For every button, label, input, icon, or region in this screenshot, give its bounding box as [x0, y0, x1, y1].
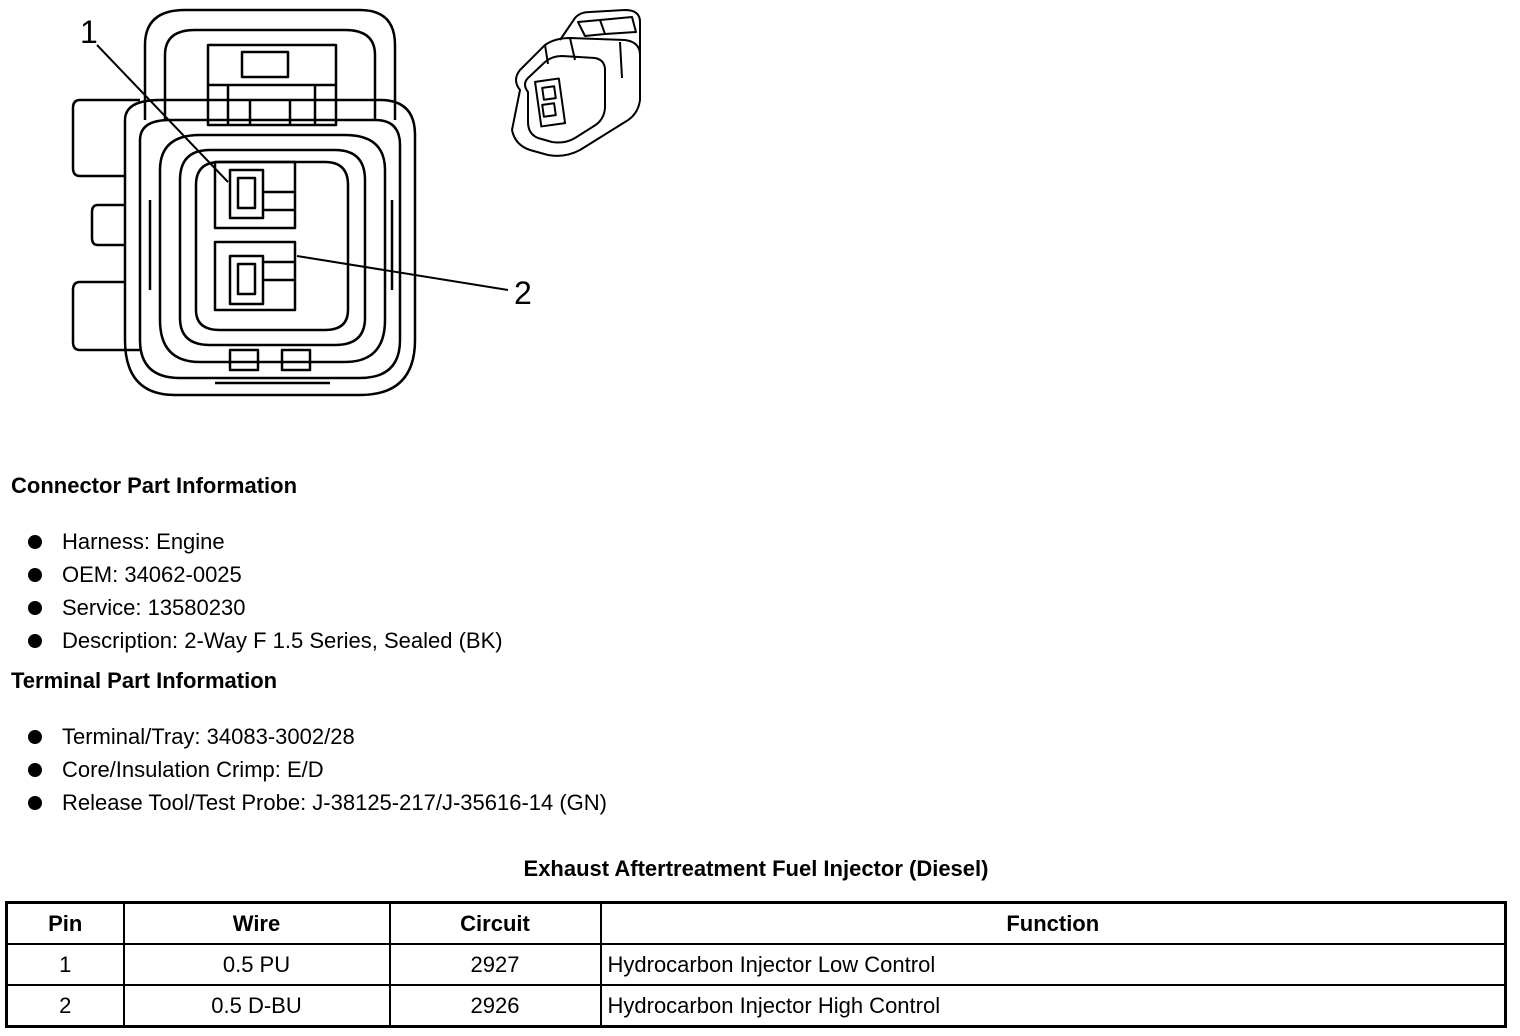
list-item: Service: 13580230 — [28, 594, 503, 627]
function-cell: Hydrocarbon Injector High Control — [601, 985, 1506, 1027]
table-header-row — [7, 903, 1506, 945]
terminal-info-list — [28, 723, 607, 822]
column-header-circuit: Circuit — [390, 903, 601, 945]
connector-info-list — [28, 528, 503, 660]
column-header-function: Function — [601, 903, 1506, 945]
list-item: Harness: Engine — [28, 528, 503, 561]
table-row — [7, 985, 1506, 1027]
terminal-cavity-1 — [215, 162, 295, 228]
connector-diagram — [0, 0, 700, 420]
list-item: Release Tool/Test Probe: J-38125-217/J-35616-14 (GN) — [28, 789, 607, 822]
bullet-icon — [28, 535, 42, 549]
circuit-cell: 2927 — [390, 944, 601, 985]
table-row — [7, 944, 1506, 985]
pinout-table — [5, 901, 1507, 1028]
list-item: OEM: 34062-0025 — [28, 561, 503, 594]
connector-housing-outline — [145, 10, 395, 120]
housing-tab — [73, 282, 140, 350]
callout-label-1: 1 — [80, 14, 98, 50]
wire-cell: 0.5 D-BU — [124, 985, 390, 1027]
connector-3d-view — [512, 10, 640, 156]
bullet-icon — [28, 730, 42, 744]
column-header-wire: Wire — [124, 903, 390, 945]
callout-label-2: 2 — [514, 275, 532, 311]
connector-info-heading: Connector Part Information — [11, 473, 298, 498]
list-item: Description: 2-Way F 1.5 Series, Sealed (BK) — [28, 627, 503, 660]
list-item: Core/Insulation Crimp: E/D — [28, 756, 607, 789]
pin-cell: 2 — [7, 985, 124, 1027]
circuit-cell: 2926 — [390, 985, 601, 1027]
bullet-icon — [28, 601, 42, 615]
housing-tab — [92, 205, 125, 245]
bullet-icon — [28, 796, 42, 810]
callout-leader-2 — [297, 256, 508, 290]
column-header-pin: Pin — [7, 903, 124, 945]
terminal-cavity-2 — [215, 242, 295, 310]
list-item: Terminal/Tray: 34083-3002/28 — [28, 723, 607, 756]
bullet-icon — [28, 634, 42, 648]
bullet-icon — [28, 763, 42, 777]
function-cell: Hydrocarbon Injector Low Control — [601, 944, 1506, 985]
terminal-info-heading: Terminal Part Information — [11, 668, 278, 693]
pin-cell: 1 — [7, 944, 124, 985]
wire-cell: 0.5 PU — [124, 944, 390, 985]
table-title: Exhaust Aftertreatment Fuel Injector (Diesel) — [523, 856, 989, 881]
bullet-icon — [28, 568, 42, 582]
housing-tab — [73, 100, 140, 176]
